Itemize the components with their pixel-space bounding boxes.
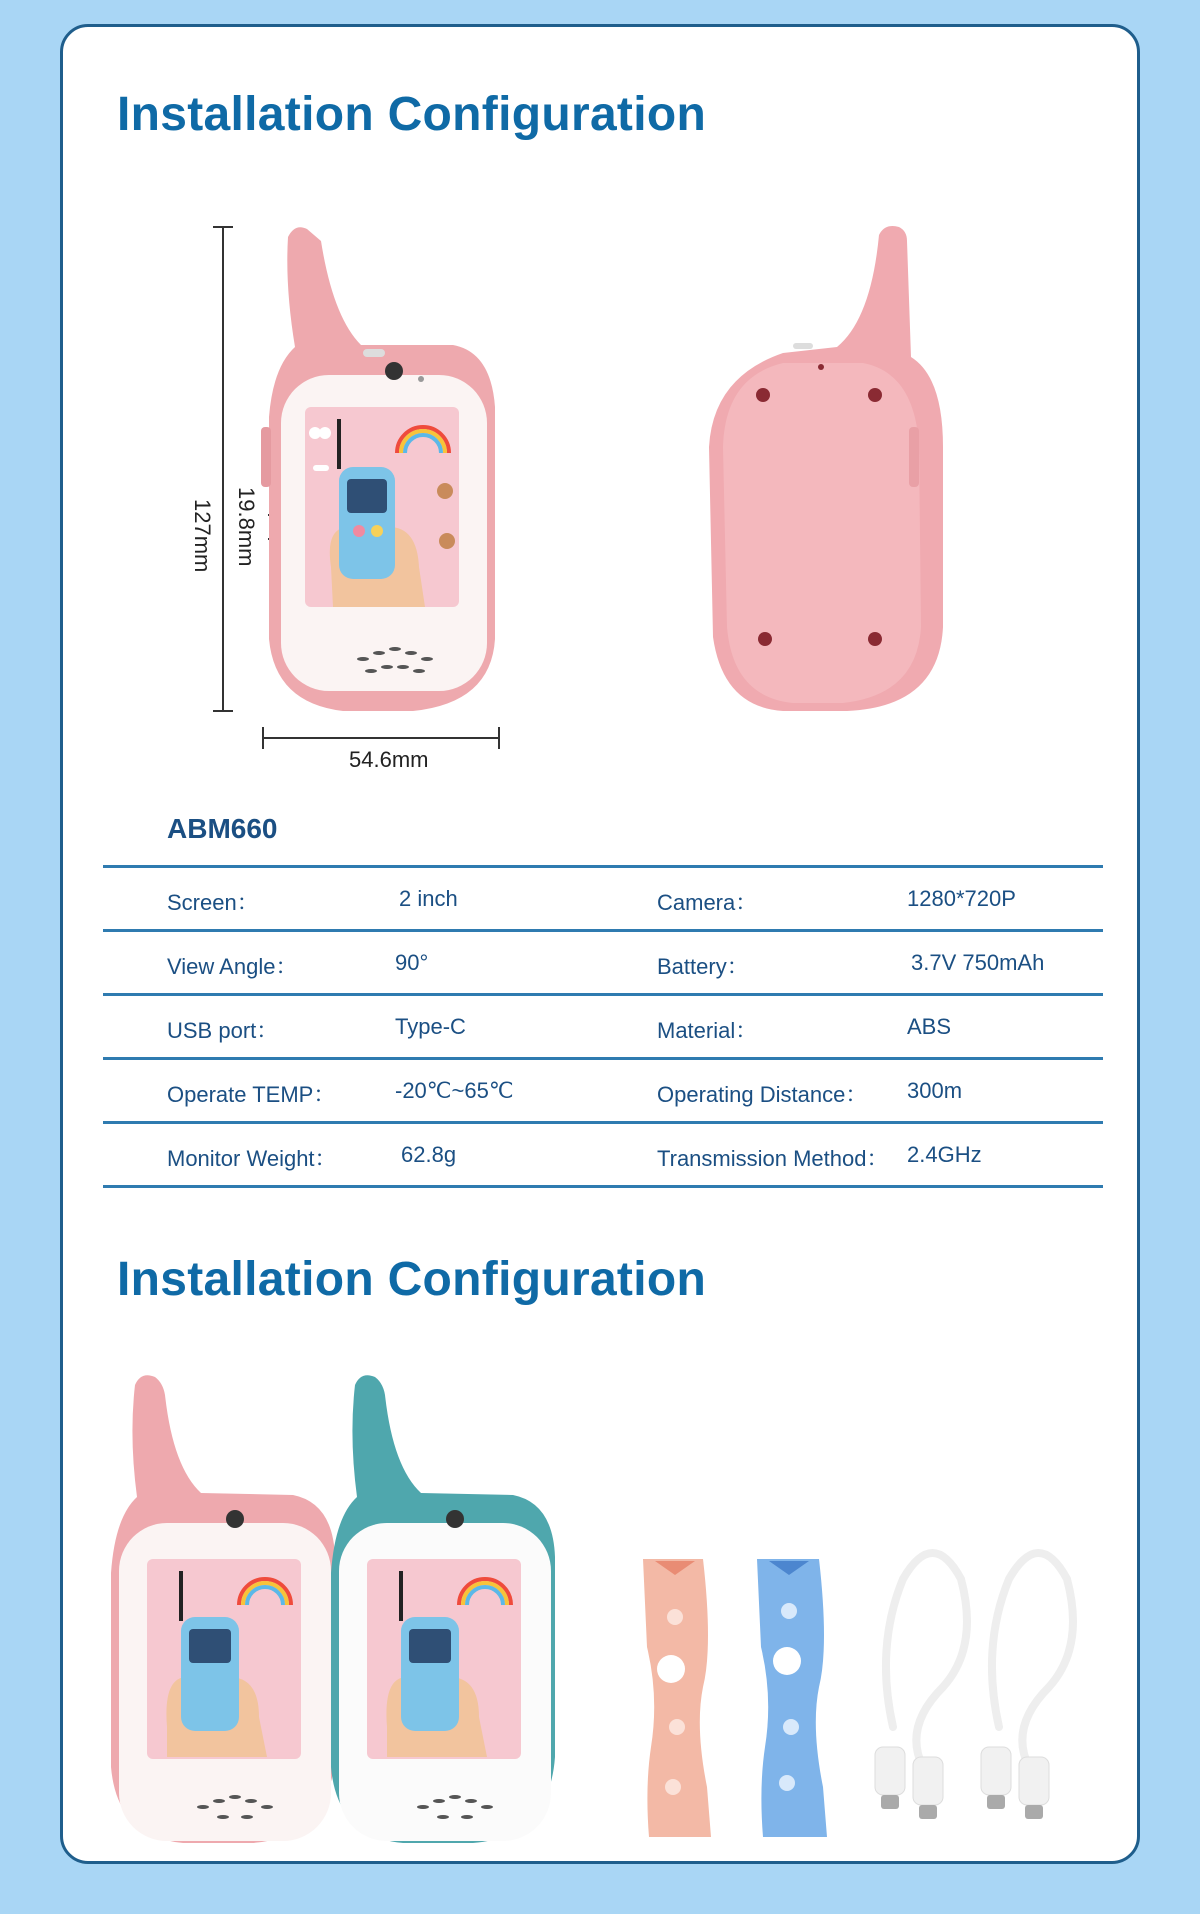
- model-name: ABM660: [167, 813, 278, 844]
- thickness-label: 19.8mm: [234, 487, 259, 567]
- spec-value: Type-C: [395, 1014, 466, 1039]
- spec-label: Operate TEMP：: [167, 1082, 336, 1107]
- spec-row: [103, 1060, 1103, 1124]
- spec-value: 90°: [395, 950, 429, 975]
- spec-label: Monitor Weight：: [167, 1146, 337, 1171]
- spec-row: [103, 868, 1103, 932]
- walkie-talkie-back-image: [709, 226, 943, 711]
- lanyard-strap-blue-image: [757, 1559, 827, 1837]
- section-heading-package: Installation Configuration: [117, 1253, 707, 1306]
- spec-row: [103, 1124, 1103, 1188]
- spec-label: Camera：: [657, 890, 758, 915]
- spec-value: 2 inch: [399, 886, 458, 911]
- section-heading-specs: Installation Configuration: [117, 88, 707, 141]
- spec-label: Battery：: [657, 954, 749, 979]
- spec-value: 2.4GHz: [907, 1142, 982, 1167]
- spec-label: View Angle：: [167, 954, 298, 979]
- lanyard-strap-peach-image: [643, 1559, 711, 1837]
- spec-value: 300m: [907, 1078, 963, 1103]
- spec-value: 62.8g: [401, 1142, 457, 1167]
- usb-c-plug-image: [875, 1747, 1049, 1819]
- product-card: [60, 24, 1140, 1864]
- spec-row: [103, 932, 1103, 996]
- spec-label: USB port：: [167, 1018, 279, 1043]
- spec-value: -20℃~65℃: [395, 1078, 514, 1103]
- package-contents: [63, 1347, 1143, 1867]
- height-label: 127mm: [190, 499, 215, 573]
- spec-label: Screen：: [167, 890, 259, 915]
- walkie-talkie-pink-image: [111, 1375, 335, 1843]
- walkie-talkie-front-image: [261, 227, 495, 711]
- spec-row: [103, 996, 1103, 1060]
- spec-label: Operating Distance：: [657, 1082, 868, 1107]
- dimension-diagram: [63, 27, 1143, 772]
- spec-value: ABS: [907, 1014, 952, 1039]
- width-label: 54.6mm: [349, 747, 429, 772]
- spec-table: [103, 865, 1103, 1188]
- spec-label: Material：: [657, 1018, 758, 1043]
- usb-c-cable-image: [886, 1553, 1073, 1767]
- spec-label: Transmission Method：: [657, 1146, 889, 1171]
- walkie-talkie-teal-image: [331, 1375, 555, 1843]
- spec-value: 1280*720P: [907, 886, 1016, 911]
- spec-value: 3.7V 750mAh: [911, 950, 1045, 975]
